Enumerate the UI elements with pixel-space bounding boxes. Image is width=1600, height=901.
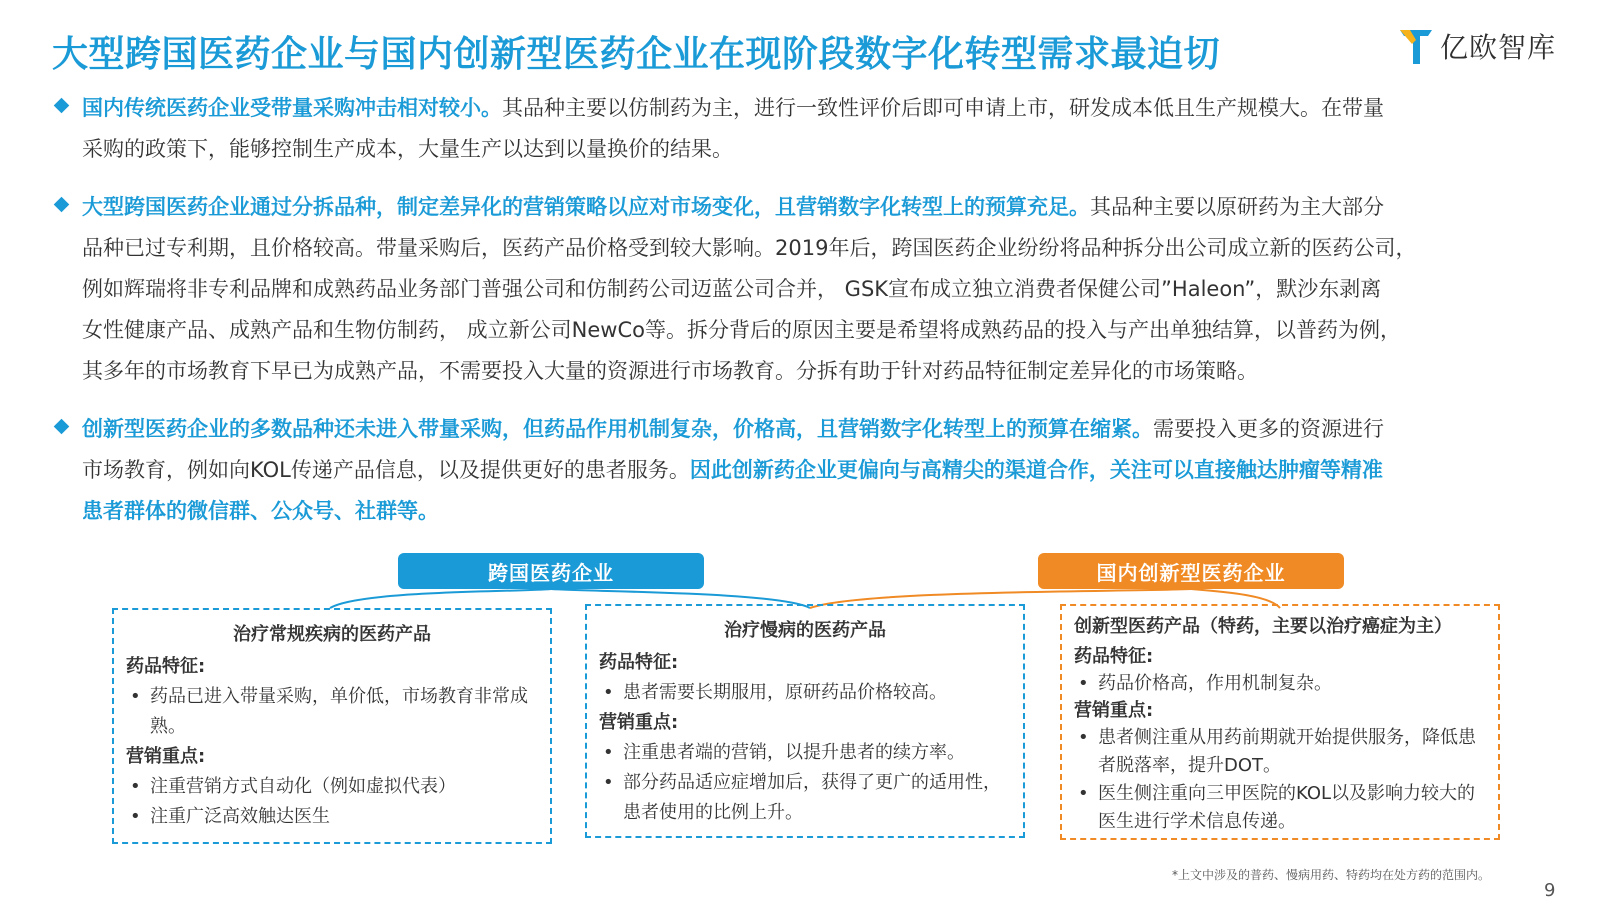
list-item: • 患者需要长期服用，原研药品价格较高。 <box>599 678 1011 708</box>
list-item: • 注重广泛高效触达医生 <box>126 802 538 832</box>
marketing-label: 营销重点: <box>1074 700 1154 721</box>
card-chronic-disease-products <box>585 604 1025 838</box>
highlight-text: 患者群体的微信群、公众号、社群等。 <box>82 499 439 523</box>
list-item: • 药品价格高，作用机制复杂。 <box>1074 670 1486 698</box>
body-text: 市场教育，例如向KOL传递产品信息，以及提供更好的患者服务。 <box>82 458 690 482</box>
features-label: 药品特征: <box>126 656 206 677</box>
list-item: • 注重患者端的营销，以提升患者的续方率。 <box>599 738 1011 768</box>
list-item: • 部分药品适应症增加后，获得了更广的适用性，患者使用的比例上升。 <box>599 768 1011 828</box>
brand-logo-text: 亿欧智库 <box>1440 31 1557 64</box>
body-text: 女性健康产品、成熟产品和生物仿制药， 成立新公司NewCo等。拆分背后的原因主要是希望将成熟药品的投入与产出单独结算，以普药为例， <box>82 318 1401 342</box>
body-text: 其多年的市场教育下早已为成熟产品，不需要投入大量的资源进行市场教育。分拆有助于针对药品特征制定差异化的市场策略。 <box>82 359 1258 383</box>
list-item: • 药品已进入带量采购，单价低，市场教育非常成熟。 <box>126 682 538 742</box>
card-title: 创新型医药产品（特药，主要以治疗癌症为主） <box>1074 616 1452 637</box>
body-text: 其品种主要以原研药为主大部分 <box>1090 195 1384 219</box>
list-item: • 注重营销方式自动化（例如虚拟代表） <box>126 772 538 802</box>
label-multinational-pharma: 跨国医药企业 <box>398 553 704 589</box>
body-text: 例如辉瑞将非专利品牌和成熟药品业务部门普强公司和仿制药公司迈蓝公司合并， GSK宣布成立独立消费者保健公司”Haleon”，默沙东剥离 <box>82 277 1382 301</box>
list-item: • 医生侧注重向三甲医院的KOL以及影响力较大的医生进行学术信息传递。 <box>1074 780 1486 836</box>
card-title: 治疗慢病的医药产品 <box>724 620 886 641</box>
footnote: *上文中涉及的普药、慢病用药、特药均在处方药的范围内。 <box>1172 868 1491 882</box>
body-text: 需要投入更多的资源进行 <box>1153 417 1384 441</box>
features-label: 药品特征: <box>599 652 679 673</box>
body-text: 其品种主要以仿制药为主，进行一致性评价后即可申请上市，研发成本低且生产规模大。在带量 <box>502 96 1384 120</box>
highlight-text: 国内传统医药企业受带量采购冲击相对较小。 <box>82 96 502 120</box>
features-label: 药品特征: <box>1074 646 1154 667</box>
highlight-text: 大型跨国医药企业通过分拆品种，制定差异化的营销策略以应对市场变化，且营销数字化转型上的预算充足。 <box>82 195 1090 219</box>
highlight-text: 因此创新药企业更偏向与高精尖的渠道合作，关注可以直接触达肿瘤等精准 <box>689 458 1383 482</box>
body-text: 采购的政策下，能够控制生产成本，大量生产以达到以量换价的结果。 <box>82 137 733 161</box>
card-title: 治疗常规疾病的医药产品 <box>233 624 431 645</box>
list-item: • 患者侧注重从用药前期就开始提供服务，降低患者脱落率，提升DOT。 <box>1074 724 1486 780</box>
card-common-disease-products <box>112 608 552 844</box>
marketing-label: 营销重点: <box>126 746 206 767</box>
connector-blue-left <box>330 589 551 608</box>
highlight-text: 创新型医药企业的多数品种还未进入带量采购，但药品作用机制复杂，价格高，且营销数字化转型上的预算在缩紧。 <box>82 417 1153 441</box>
page-title: 大型跨国医药企业与国内创新型医药企业在现阶段数字化转型需求最迫切 <box>52 34 1221 75</box>
body-text: 品种已过专利期，且价格较高。带量采购后，医药产品价格受到较大影响。2019年后，跨国医药企业纷纷将品种拆分出公司成立新的医药公司， <box>82 236 1417 260</box>
page-number: 9 <box>1544 880 1556 901</box>
marketing-label: 营销重点: <box>599 712 679 733</box>
label-domestic-innovative-pharma: 国内创新型医药企业 <box>1038 553 1344 589</box>
card-innovative-products <box>1060 604 1500 840</box>
